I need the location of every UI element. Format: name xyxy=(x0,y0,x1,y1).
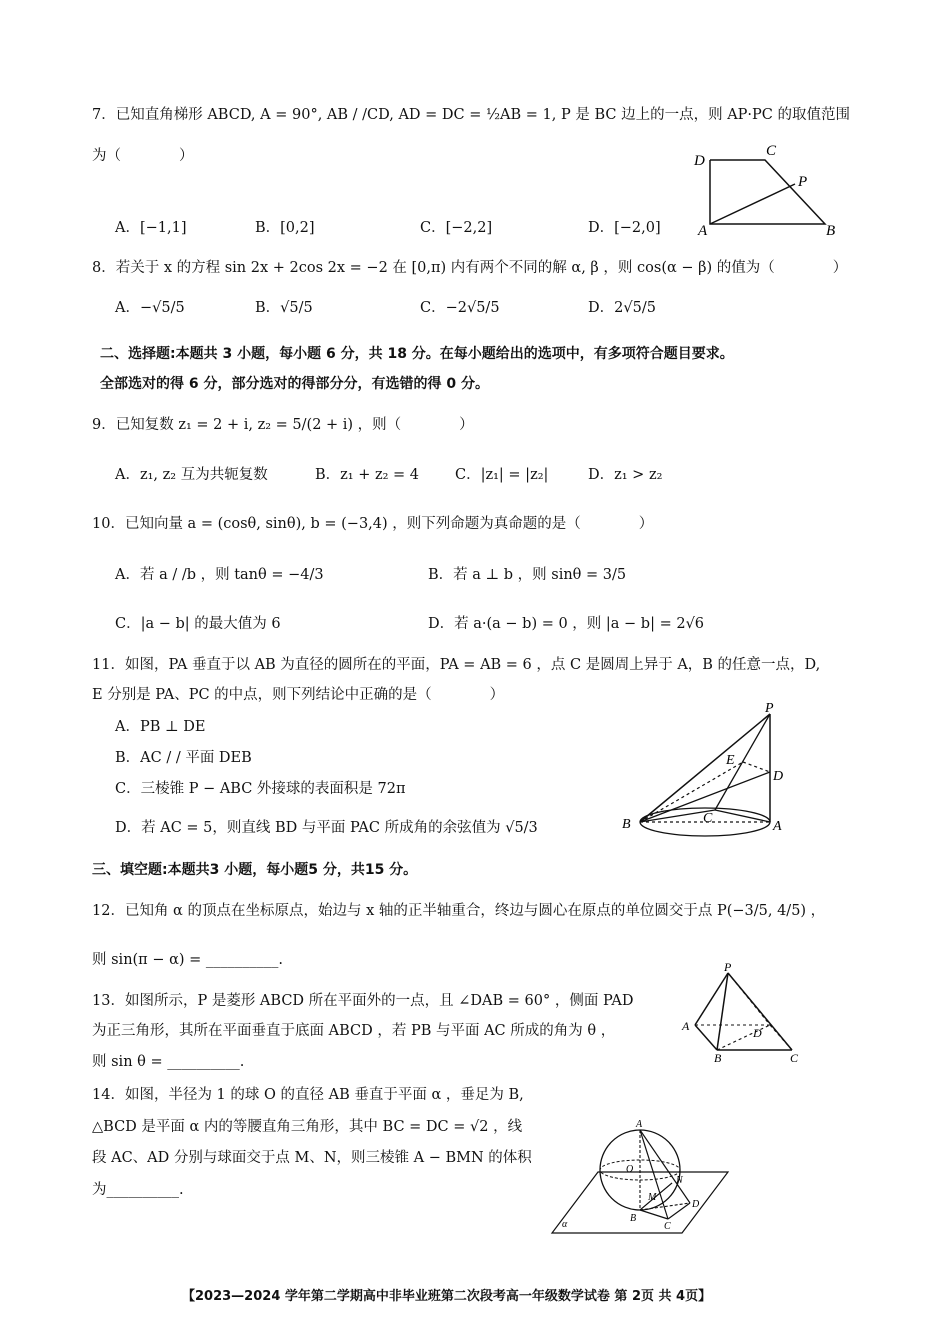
q14-line2: △BCD 是平面 α 内的等腰直角三角形，其中 BC = DC = √2 ，线 xyxy=(92,1119,523,1135)
q9-option-d: D．z₁ > z₂ xyxy=(588,467,663,483)
q14-sphere-figure xyxy=(550,1115,730,1240)
q9-option-b: B．z₁ + z₂ = 4 xyxy=(315,467,420,483)
q7-line1: 7．已知直角梯形 ABCD, A = 90°, AB / /CD, AD = DC = ½AB = 1, P 是 BC 边上的一点，则 AP·PC 的取值范围 xyxy=(92,107,850,123)
q7-line2: 为（ ） xyxy=(92,148,194,164)
q7-option-b: B．[0,2] xyxy=(255,220,315,236)
q14-line4: 为__________. xyxy=(92,1182,184,1198)
q14-label-d: D xyxy=(692,1199,700,1210)
q10-option-c: C．|a − b| 的最大值为 6 xyxy=(115,616,281,632)
q10-stem: 10．已知向量 a = (cosθ, sinθ), b = (−3,4) ，则下列命题为真命题的是（ ） xyxy=(92,516,654,532)
q13-label-c: C xyxy=(790,1051,799,1065)
q14-label-o: O xyxy=(626,1164,634,1175)
q14-label-c: C xyxy=(664,1221,671,1232)
q7-trapezoid-figure xyxy=(690,138,845,238)
q12-line1: 12．已知角 α 的顶点在坐标原点，始边与 x 轴的正半轴重合，终边与圆心在原点的单位圆交于点 P(−3/5, 4/5) ， xyxy=(92,903,826,919)
q14-label-alpha: α xyxy=(562,1219,568,1230)
q11-option-b: B．AC / / 平面 DEB xyxy=(115,750,252,766)
q11-label-p: P xyxy=(765,701,774,716)
q14-label-n: N xyxy=(676,1175,683,1186)
q11-line2: E 分别是 PA、PC 的中点，则下列结论中正确的是（ ） xyxy=(92,687,505,703)
q14-label-b: B xyxy=(630,1213,637,1224)
q8-option-d: D．2√5/5 xyxy=(588,300,656,316)
q7-label-p: P xyxy=(798,174,808,190)
q11-label-b: B xyxy=(622,817,631,832)
q8-option-c: C．−2√5/5 xyxy=(420,300,500,316)
q8-option-b: B．√5/5 xyxy=(255,300,313,316)
q13-line3: 则 sin θ = __________. xyxy=(92,1054,245,1070)
q9-option-a: A．z₁, z₂ 互为共轭复数 xyxy=(115,467,268,483)
q8-stem: 8．若关于 x 的方程 sin 2x + 2cos 2x = −2 在 [0,π) 内有两个不同的解 α, β ，则 cos(α − β) 的值为（ ） xyxy=(92,260,848,276)
q11-label-a: A xyxy=(773,819,782,834)
q7-label-a: A xyxy=(698,223,708,238)
q11-label-c: C xyxy=(703,811,713,826)
section2-heading-line2: 全部选对的得 6 分，部分选对的得部分分，有选错的得 0 分。 xyxy=(100,376,489,392)
q14-label-a: A xyxy=(636,1119,643,1130)
page-footer: 【2023—2024 学年第二学期高中非毕业班第二次段考高一年级数学试卷 第 2页 共 4页】 xyxy=(182,1289,712,1304)
q13-label-b: B xyxy=(714,1051,722,1065)
q11-option-c: C．三棱锥 P − ABC 外接球的表面积是 72π xyxy=(115,781,406,797)
q14-line1: 14．如图，半径为 1 的球 O 的直径 AB 垂直于平面 α ，垂足为 B, xyxy=(92,1087,524,1103)
q11-label-d: D xyxy=(773,769,784,784)
q10-option-b: B．若 a ⊥ b ，则 sinθ = 3/5 xyxy=(428,567,627,583)
q11-option-d: D．若 AC = 5，则直线 BD 与平面 PAC 所成角的余弦值为 √5/3 xyxy=(115,820,538,836)
q13-label-d: D xyxy=(753,1026,762,1040)
q13-label-a: A xyxy=(682,1019,690,1033)
q13-pyramid-figure xyxy=(680,960,810,1070)
q7-option-d: D．[−2,0] xyxy=(588,220,661,236)
q13-line2: 为正三角形，其所在平面垂直于底面 ABCD ，若 PB 与平面 AC 所成的角为 θ ， xyxy=(92,1023,616,1039)
q14-label-m: M xyxy=(648,1192,657,1203)
section3-heading: 三、填空题:本题共3 小题，每小题5 分，共15 分。 xyxy=(92,862,418,878)
q7-option-a: A．[−1,1] xyxy=(115,220,187,236)
q7-option-c: C．[−2,2] xyxy=(420,220,493,236)
q11-label-e: E xyxy=(726,753,735,768)
q8-option-a: A．−√5/5 xyxy=(115,300,185,316)
q14-line3: 段 AC、AD 分别与球面交于点 M、N，则三棱锥 A − BMN 的体积 xyxy=(92,1150,532,1166)
section2-heading-line1: 二、选择题:本题共 3 小题，每小题 6 分，共 18 分。在每小题给出的选项中，有多项符合题目要求。 xyxy=(100,346,734,362)
q13-label-p: P xyxy=(724,960,732,974)
q9-option-c: C．|z₁| = |z₂| xyxy=(455,467,549,483)
q10-option-a: A．若 a / /b ，则 tanθ = −4/3 xyxy=(115,567,324,583)
q9-stem: 9．已知复数 z₁ = 2 + i, z₂ = 5/(2 + i) ，则（ ） xyxy=(92,417,474,433)
q7-label-c: C xyxy=(766,143,777,159)
q10-option-d: D．若 a·(a − b) = 0 ，则 |a − b| = 2√6 xyxy=(428,616,705,632)
q7-label-b: B xyxy=(826,223,836,238)
q11-line1: 11．如图，PA 垂直于以 AB 为直径的圆所在的平面，PA = AB = 6 ，点 C 是圆周上异于 A，B 的任意一点，D, xyxy=(92,657,821,673)
q11-cone-figure xyxy=(615,700,795,845)
q12-line2: 则 sin(π − α) = __________. xyxy=(92,952,284,968)
q13-line1: 13．如图所示，P 是菱形 ABCD 所在平面外的一点，且 ∠DAB = 60° ，侧面 PAD xyxy=(92,993,634,1009)
q11-option-a: A．PB ⊥ DE xyxy=(115,719,206,735)
q7-label-d: D xyxy=(694,153,705,169)
